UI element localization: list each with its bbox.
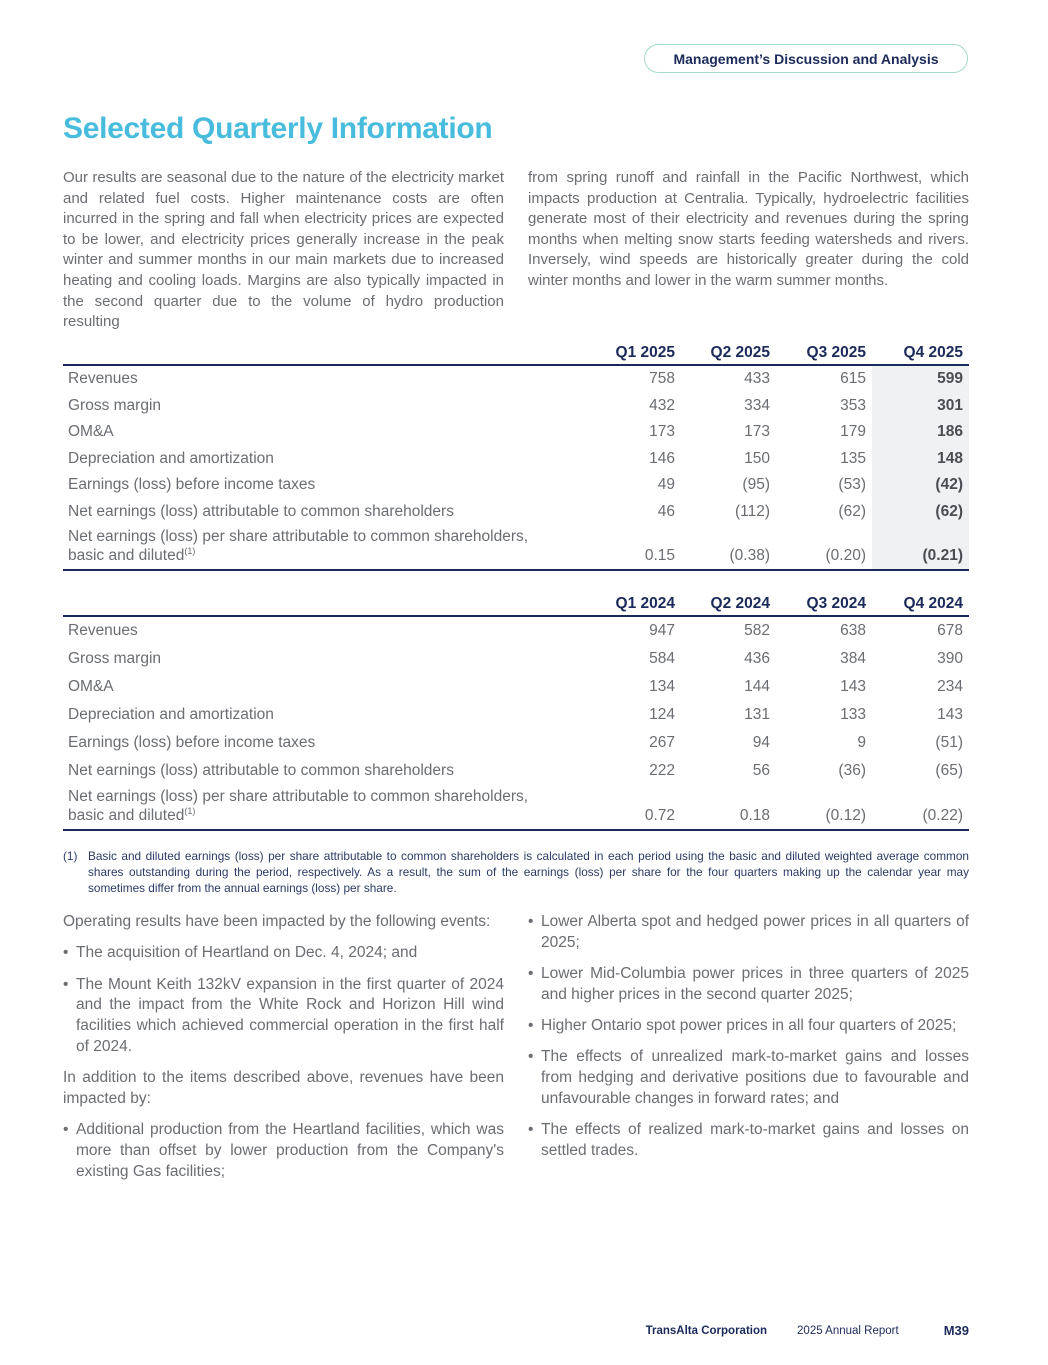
cell: (0.20) bbox=[776, 525, 872, 570]
table-row bbox=[63, 785, 969, 830]
cell-highlighted: (62) bbox=[872, 499, 969, 526]
bullet: • bbox=[528, 1121, 534, 1139]
cell: 150 bbox=[744, 449, 770, 467]
list-item-text: Additional production from the Heartland facilities, which was more than offset by lower production from the Company's existing Gas facilities; bbox=[76, 1121, 504, 1180]
table-row bbox=[63, 525, 969, 570]
cell: 146 bbox=[649, 449, 675, 467]
revenues-intro: In addition to the items described above, revenues have been impacted by: bbox=[63, 1069, 504, 1108]
row-label: Earnings (loss) before income taxes bbox=[68, 734, 316, 751]
list-item bbox=[528, 964, 969, 1006]
list-item bbox=[63, 1120, 504, 1182]
table-row bbox=[63, 419, 969, 446]
cell: 390 bbox=[937, 650, 963, 667]
cell: 143 bbox=[937, 706, 963, 723]
table-row bbox=[63, 701, 969, 729]
column-header: Q4 2024 bbox=[872, 591, 969, 616]
row-label-line1: Net earnings (loss) per share attributable to common shareholders, bbox=[68, 528, 529, 545]
cell: 133 bbox=[840, 706, 866, 723]
quarterly-table-2025 bbox=[63, 340, 969, 571]
cell: 436 bbox=[744, 650, 770, 667]
column-header: Q4 2025 bbox=[872, 340, 969, 365]
cell: 582 bbox=[744, 622, 770, 639]
table-row bbox=[63, 757, 969, 785]
row-label: Revenues bbox=[68, 370, 138, 388]
cell: 334 bbox=[744, 396, 770, 414]
cell-highlighted: 186 bbox=[872, 419, 969, 446]
cell: (0.22) bbox=[872, 785, 969, 830]
cell-highlighted: (42) bbox=[872, 472, 969, 499]
cell: (0.38) bbox=[681, 525, 776, 570]
bullet: • bbox=[528, 1048, 534, 1066]
list-item bbox=[63, 975, 504, 1058]
list-item bbox=[528, 1047, 969, 1109]
table-header-row bbox=[63, 340, 969, 365]
list-item-text: The effects of unrealized mark-to-market gains and losses from hedging and derivative positions due to favourable and unfavourable changes in forward rates; and bbox=[541, 1048, 969, 1108]
row-label-line2: basic and diluted bbox=[68, 807, 185, 824]
column-header: Q1 2024 bbox=[583, 591, 681, 616]
bullet: • bbox=[63, 944, 69, 962]
bullet: • bbox=[528, 913, 534, 930]
cell: (0.12) bbox=[776, 785, 872, 830]
row-label: OM&A bbox=[68, 423, 114, 441]
list-item-text: The effects of realized mark-to-market gains and losses on settled trades. bbox=[541, 1121, 969, 1160]
cell: 678 bbox=[937, 622, 963, 639]
row-label: OM&A bbox=[68, 678, 114, 695]
row-label: Depreciation and amortization bbox=[68, 449, 274, 467]
column-header: Q2 2025 bbox=[681, 340, 776, 365]
cell: 173 bbox=[744, 423, 770, 441]
cell: 432 bbox=[649, 396, 675, 414]
table-row bbox=[63, 729, 969, 757]
column-header: Q3 2024 bbox=[776, 591, 872, 616]
cell: 173 bbox=[649, 423, 675, 441]
page-number: M39 bbox=[943, 1323, 969, 1338]
footnote bbox=[63, 848, 969, 896]
intro-right-paragraph: from spring runoff and rainfall in the Pacific Northwest, which impacts production at Centralia. Typically, hydroelectric facilities generate most of their electricity and revenues during the spring months when melting snow starts feeding watersheds and rivers. Inversely, wind speeds are historically greater during the cold winter months and lower in the warm summer months. bbox=[528, 169, 969, 289]
row-label-line2: basic and diluted bbox=[68, 547, 185, 564]
table-row bbox=[63, 446, 969, 473]
cell: 638 bbox=[840, 622, 866, 639]
list-item bbox=[528, 1120, 969, 1162]
cell-highlighted: 599 bbox=[872, 365, 969, 393]
cell: 758 bbox=[649, 370, 675, 388]
bullet: • bbox=[528, 965, 534, 983]
row-label: Gross margin bbox=[68, 396, 162, 414]
list-item bbox=[528, 1016, 969, 1037]
cell: 135 bbox=[840, 449, 866, 467]
cell: 143 bbox=[840, 678, 866, 695]
cell: 134 bbox=[649, 678, 675, 695]
cell: (112) bbox=[734, 502, 770, 520]
column-header: Q1 2025 bbox=[583, 340, 681, 365]
events-right-column bbox=[528, 912, 969, 1172]
row-label: Net earnings (loss) attributable to common shareholders bbox=[68, 762, 454, 779]
footnote-ref: (1) bbox=[184, 546, 196, 556]
cell-highlighted: 301 bbox=[872, 393, 969, 420]
cell: 144 bbox=[744, 678, 770, 695]
row-label-line1: Net earnings (loss) per share attributable to common shareholders, bbox=[68, 788, 529, 805]
row-label: Revenues bbox=[68, 622, 138, 639]
footnote-text: Basic and diluted earnings (loss) per share attributable to common shareholders is calculated in each period using the basic and diluted weighted average common shares outstanding during the period, respectively. As a result, the sum of the earnings (loss) per share for the four quarters making up the calendar year may sometimes differ from the annual earnings (loss) per share. bbox=[88, 849, 969, 895]
row-label: Gross margin bbox=[68, 650, 162, 667]
cell: (51) bbox=[935, 734, 963, 751]
cell: 179 bbox=[840, 423, 866, 441]
cell: 0.18 bbox=[681, 785, 776, 830]
cell-highlighted: 148 bbox=[872, 446, 969, 473]
cell: 584 bbox=[649, 650, 675, 667]
cell: (95) bbox=[742, 476, 770, 494]
table-row bbox=[63, 365, 969, 393]
cell: 124 bbox=[649, 706, 675, 723]
cell: 222 bbox=[649, 762, 675, 779]
cell: (65) bbox=[935, 762, 963, 779]
column-header: Q3 2025 bbox=[776, 340, 872, 365]
cell: 267 bbox=[649, 734, 675, 751]
list-item-text: Lower Alberta spot and hedged power prices in all quarters of 2025; bbox=[541, 913, 969, 951]
header-label-cell bbox=[63, 340, 583, 365]
list-item bbox=[63, 943, 504, 964]
cell: (36) bbox=[838, 762, 866, 779]
cell: 9 bbox=[857, 734, 866, 751]
table-row bbox=[63, 393, 969, 420]
table-row bbox=[63, 472, 969, 499]
cell: 384 bbox=[840, 650, 866, 667]
table-row bbox=[63, 673, 969, 701]
table-header-row bbox=[63, 591, 969, 616]
bullet: • bbox=[528, 1017, 534, 1035]
cell: 353 bbox=[840, 396, 866, 414]
cell: (62) bbox=[838, 502, 866, 520]
cell: 433 bbox=[744, 370, 770, 388]
events-intro: Operating results have been impacted by the following events: bbox=[63, 913, 491, 930]
list-item bbox=[528, 912, 969, 954]
table-row bbox=[63, 616, 969, 645]
cell: 131 bbox=[744, 706, 770, 723]
cell: 0.72 bbox=[583, 785, 681, 830]
list-item-text: The acquisition of Heartland on Dec. 4, 2024; and bbox=[76, 944, 418, 962]
page-footer bbox=[646, 1323, 969, 1338]
row-label: Earnings (loss) before income taxes bbox=[68, 476, 316, 494]
row-label: Net earnings (loss) attributable to common shareholders bbox=[68, 502, 454, 520]
row-label bbox=[63, 525, 583, 570]
footer-report: 2025 Annual Report bbox=[797, 1324, 899, 1337]
cell: 0.15 bbox=[583, 525, 681, 570]
list-item-text: The Mount Keith 132kV expansion in the first quarter of 2024 and the impact from the White Rock and Horizon Hill wind facilities which achieved commercial operation in the first half of 2024. bbox=[76, 975, 504, 1055]
list-item-text: Lower Mid-Columbia power prices in three quarters of 2025 and higher prices in the second quarter 2025; bbox=[541, 965, 969, 1003]
cell-highlighted: (0.21) bbox=[872, 525, 969, 570]
cell: (53) bbox=[838, 476, 866, 494]
header-label-cell bbox=[63, 591, 583, 616]
footnote-marker: (1) bbox=[63, 849, 78, 863]
bullet: • bbox=[63, 1121, 69, 1139]
list-item-text: Higher Ontario spot power prices in all four quarters of 2025; bbox=[541, 1017, 957, 1035]
table-row bbox=[63, 499, 969, 526]
cell: 46 bbox=[657, 502, 675, 520]
cell: 234 bbox=[937, 678, 963, 695]
table-row bbox=[63, 645, 969, 673]
footer-company: TransAlta Corporation bbox=[645, 1324, 768, 1337]
cell: 49 bbox=[657, 476, 675, 494]
footnote-ref: (1) bbox=[184, 806, 196, 816]
cell: 615 bbox=[840, 370, 866, 388]
cell: 56 bbox=[752, 762, 770, 779]
bullet: • bbox=[63, 975, 69, 993]
quarterly-table-2024 bbox=[63, 591, 969, 831]
row-label bbox=[63, 785, 583, 830]
intro-left-paragraph: Our results are seasonal due to the nature of the electricity market and related fuel costs. Higher maintenance costs are often incurred in the spring and fall when electricity prices are expected to be lower, and electricity prices generally increase in the peak winter and summer months in our main markets due to increased heating and cooling loads. Margins are also typically impacted in the second quarter due to the volume of hydro production resulting bbox=[63, 169, 504, 331]
page-title: Selected Quarterly Information bbox=[63, 112, 493, 145]
cell: 94 bbox=[752, 734, 770, 751]
row-label: Depreciation and amortization bbox=[68, 706, 274, 723]
cell: 947 bbox=[649, 622, 675, 639]
section-badge: Management’s Discussion and Analysis bbox=[644, 44, 968, 73]
events-left-column bbox=[63, 912, 504, 1193]
column-header: Q2 2024 bbox=[681, 591, 776, 616]
